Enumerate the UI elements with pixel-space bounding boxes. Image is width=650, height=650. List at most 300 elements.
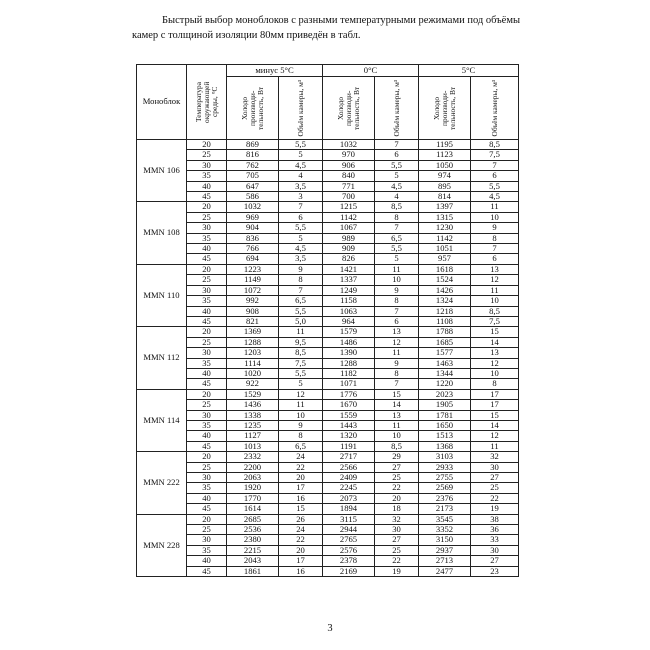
value-cell: 9	[279, 420, 323, 430]
table-row	[137, 160, 519, 170]
value-cell: 5,5	[375, 160, 419, 170]
value-cell: 2765	[323, 535, 375, 545]
value-cell: 6	[471, 171, 519, 181]
value-cell: 7,5	[471, 150, 519, 160]
model-cell: MMN 108	[137, 202, 187, 264]
value-cell: 836	[227, 233, 279, 243]
value-cell: 33	[471, 535, 519, 545]
value-cell: 5	[375, 171, 419, 181]
value-cell: 11	[471, 202, 519, 212]
value-cell: 1905	[419, 400, 471, 410]
value-cell: 26	[279, 514, 323, 524]
value-cell: 8	[279, 275, 323, 285]
value-cell: 1436	[227, 400, 279, 410]
table-row	[137, 223, 519, 233]
value-cell: 1320	[323, 431, 375, 441]
value-cell: 4,5	[279, 160, 323, 170]
table-row	[137, 348, 519, 358]
value-cell: 8,5	[375, 202, 419, 212]
ambient-temp-cell: 45	[187, 379, 227, 389]
value-cell: 869	[227, 140, 279, 150]
value-cell: 1182	[323, 368, 375, 378]
value-cell: 10	[375, 431, 419, 441]
value-cell: 2200	[227, 462, 279, 472]
value-cell: 16	[279, 566, 323, 576]
model-cell: MMN 106	[137, 140, 187, 202]
value-cell: 1390	[323, 348, 375, 358]
value-cell: 1338	[227, 410, 279, 420]
ambient-temp-cell: 25	[187, 400, 227, 410]
value-cell: 970	[323, 150, 375, 160]
value-cell: 17	[471, 389, 519, 399]
table-row	[137, 244, 519, 254]
value-cell: 14	[375, 400, 419, 410]
value-cell: 1524	[419, 275, 471, 285]
model-cell: MMN 222	[137, 452, 187, 514]
value-cell: 16	[279, 493, 323, 503]
ambient-temp-cell: 25	[187, 525, 227, 535]
value-cell: 2215	[227, 545, 279, 555]
value-cell: 1315	[419, 212, 471, 222]
value-cell: 38	[471, 514, 519, 524]
table-row	[137, 462, 519, 472]
header-group-0: 0°С	[323, 65, 419, 77]
value-cell: 27	[375, 462, 419, 472]
value-cell: 22	[279, 462, 323, 472]
value-cell: 1067	[323, 223, 375, 233]
header-group-minus5: минус 5°С	[227, 65, 323, 77]
value-cell: 1614	[227, 504, 279, 514]
value-cell: 7	[375, 223, 419, 233]
value-cell: 5	[279, 150, 323, 160]
table-row	[137, 431, 519, 441]
value-cell: 694	[227, 254, 279, 264]
ambient-temp-cell: 35	[187, 233, 227, 243]
value-cell: 3,5	[279, 181, 323, 191]
value-cell: 1577	[419, 348, 471, 358]
value-cell: 2376	[419, 493, 471, 503]
value-cell: 2477	[419, 566, 471, 576]
table-row	[137, 525, 519, 535]
value-cell: 22	[375, 483, 419, 493]
table-row	[137, 514, 519, 524]
value-cell: 2245	[323, 483, 375, 493]
value-cell: 5,5	[471, 181, 519, 191]
table-row	[137, 264, 519, 274]
value-cell: 6	[375, 316, 419, 326]
value-cell: 2576	[323, 545, 375, 555]
value-cell: 1114	[227, 358, 279, 368]
value-cell: 27	[375, 535, 419, 545]
value-cell: 2169	[323, 566, 375, 576]
value-cell: 20	[279, 473, 323, 483]
value-cell: 771	[323, 181, 375, 191]
value-cell: 7	[471, 244, 519, 254]
value-cell: 2685	[227, 514, 279, 524]
value-cell: 19	[471, 504, 519, 514]
value-cell: 908	[227, 306, 279, 316]
value-cell: 24	[279, 452, 323, 462]
value-cell: 5,5	[279, 306, 323, 316]
value-cell: 7	[375, 306, 419, 316]
value-cell: 1337	[323, 275, 375, 285]
table-row	[137, 379, 519, 389]
value-cell: 25	[375, 545, 419, 555]
value-cell: 1142	[323, 212, 375, 222]
ambient-temp-cell: 40	[187, 431, 227, 441]
value-cell: 36	[471, 525, 519, 535]
table-row	[137, 473, 519, 483]
value-cell: 1235	[227, 420, 279, 430]
value-cell: 18	[375, 504, 419, 514]
value-cell: 2332	[227, 452, 279, 462]
value-cell: 6,5	[279, 296, 323, 306]
ambient-temp-cell: 25	[187, 150, 227, 160]
ambient-temp-cell: 30	[187, 348, 227, 358]
value-cell: 6,5	[375, 233, 419, 243]
ambient-temp-cell: 40	[187, 244, 227, 254]
model-cell: MMN 110	[137, 264, 187, 326]
value-cell: 1218	[419, 306, 471, 316]
table-row	[137, 202, 519, 212]
value-cell: 4	[279, 171, 323, 181]
value-cell: 1050	[419, 160, 471, 170]
ambient-temp-cell: 35	[187, 296, 227, 306]
value-cell: 12	[471, 275, 519, 285]
table-row	[137, 254, 519, 264]
ambient-temp-cell: 45	[187, 316, 227, 326]
value-cell: 7,5	[279, 358, 323, 368]
value-cell: 992	[227, 296, 279, 306]
page-number: 3	[327, 623, 333, 634]
ambient-temp-cell: 20	[187, 140, 227, 150]
value-cell: 2409	[323, 473, 375, 483]
value-cell: 816	[227, 150, 279, 160]
value-cell: 8	[375, 212, 419, 222]
value-cell: 7	[375, 379, 419, 389]
value-cell: 2569	[419, 483, 471, 493]
ambient-temp-cell: 40	[187, 368, 227, 378]
ambient-temp-cell: 20	[187, 327, 227, 337]
ambient-temp-cell: 40	[187, 493, 227, 503]
value-cell: 1220	[419, 379, 471, 389]
value-cell: 969	[227, 212, 279, 222]
value-cell: 32	[375, 514, 419, 524]
value-cell: 3352	[419, 525, 471, 535]
value-cell: 922	[227, 379, 279, 389]
value-cell: 10	[471, 296, 519, 306]
value-cell: 1529	[227, 389, 279, 399]
value-cell: 6,5	[279, 441, 323, 451]
table-row	[137, 420, 519, 430]
value-cell: 20	[279, 545, 323, 555]
value-cell: 1223	[227, 264, 279, 274]
table-row	[137, 192, 519, 202]
value-cell: 22	[279, 535, 323, 545]
ambient-temp-cell: 35	[187, 483, 227, 493]
value-cell: 11	[279, 327, 323, 337]
value-cell: 8,5	[279, 348, 323, 358]
value-cell: 11	[375, 420, 419, 430]
value-cell: 1369	[227, 327, 279, 337]
ambient-temp-cell: 25	[187, 337, 227, 347]
value-cell: 13	[471, 348, 519, 358]
value-cell: 2063	[227, 473, 279, 483]
value-cell: 1486	[323, 337, 375, 347]
value-cell: 1368	[419, 441, 471, 451]
header-volume: Объём камеры, м³	[375, 77, 419, 140]
value-cell: 10	[279, 410, 323, 420]
value-cell: 2755	[419, 473, 471, 483]
value-cell: 15	[375, 389, 419, 399]
value-cell: 29	[375, 452, 419, 462]
value-cell: 1685	[419, 337, 471, 347]
value-cell: 2713	[419, 556, 471, 566]
value-cell: 1013	[227, 441, 279, 451]
value-cell: 1776	[323, 389, 375, 399]
value-cell: 5	[279, 379, 323, 389]
ambient-temp-cell: 40	[187, 306, 227, 316]
value-cell: 30	[471, 462, 519, 472]
value-cell: 1650	[419, 420, 471, 430]
value-cell: 25	[471, 483, 519, 493]
value-cell: 12	[375, 337, 419, 347]
value-cell: 1426	[419, 285, 471, 295]
ambient-temp-cell: 45	[187, 441, 227, 451]
value-cell: 7	[471, 160, 519, 170]
value-cell: 8	[279, 431, 323, 441]
table-row	[137, 212, 519, 222]
value-cell: 13	[375, 327, 419, 337]
value-cell: 3150	[419, 535, 471, 545]
intro-text: Быстрый выбор моноблоков с разными температурными режимами под объёмы камер с толщиной изоляции 80мм приведён в табл.	[132, 15, 521, 41]
value-cell: 15	[471, 327, 519, 337]
ambient-temp-cell: 35	[187, 358, 227, 368]
table-row	[137, 327, 519, 337]
table-row	[137, 483, 519, 493]
value-cell: 1463	[419, 358, 471, 368]
value-cell: 8	[375, 368, 419, 378]
ambient-temp-cell: 30	[187, 285, 227, 295]
table-row	[137, 171, 519, 181]
table-row	[137, 493, 519, 503]
value-cell: 1020	[227, 368, 279, 378]
value-cell: 5,5	[375, 244, 419, 254]
table-row	[137, 150, 519, 160]
ambient-temp-cell: 25	[187, 275, 227, 285]
value-cell: 1288	[323, 358, 375, 368]
ambient-temp-cell: 45	[187, 254, 227, 264]
value-cell: 8	[471, 233, 519, 243]
table-row	[137, 296, 519, 306]
value-cell: 989	[323, 233, 375, 243]
table-row	[137, 337, 519, 347]
ambient-temp-cell: 45	[187, 192, 227, 202]
value-cell: 1781	[419, 410, 471, 420]
header-group-5: 5°С	[419, 65, 519, 77]
value-cell: 5,0	[279, 316, 323, 326]
value-cell: 1559	[323, 410, 375, 420]
value-cell: 1324	[419, 296, 471, 306]
value-cell: 5,5	[279, 140, 323, 150]
value-cell: 12	[471, 431, 519, 441]
value-cell: 11	[375, 348, 419, 358]
header-power: Холодо производи- тельность, Вт	[419, 77, 471, 140]
table-row	[137, 358, 519, 368]
value-cell: 12	[471, 358, 519, 368]
header-power: Холодо производи- тельность, Вт	[227, 77, 279, 140]
value-cell: 6	[279, 212, 323, 222]
table-row	[137, 389, 519, 399]
value-cell: 5,5	[279, 368, 323, 378]
ambient-temp-cell: 40	[187, 181, 227, 191]
value-cell: 8,5	[471, 306, 519, 316]
value-cell: 30	[471, 545, 519, 555]
table-row	[137, 441, 519, 451]
value-cell: 1072	[227, 285, 279, 295]
value-cell: 1920	[227, 483, 279, 493]
value-cell: 7	[279, 202, 323, 212]
value-cell: 1288	[227, 337, 279, 347]
value-cell: 1158	[323, 296, 375, 306]
table-row	[137, 181, 519, 191]
value-cell: 23	[471, 566, 519, 576]
ambient-temp-cell: 30	[187, 473, 227, 483]
ambient-temp-cell: 20	[187, 452, 227, 462]
value-cell: 9	[375, 285, 419, 295]
model-cell: MMN 228	[137, 514, 187, 576]
value-cell: 1071	[323, 379, 375, 389]
value-cell: 2073	[323, 493, 375, 503]
value-cell: 11	[471, 285, 519, 295]
table-row	[137, 535, 519, 545]
value-cell: 1127	[227, 431, 279, 441]
value-cell: 22	[471, 493, 519, 503]
value-cell: 2043	[227, 556, 279, 566]
ambient-temp-cell: 30	[187, 160, 227, 170]
value-cell: 2380	[227, 535, 279, 545]
value-cell: 2944	[323, 525, 375, 535]
value-cell: 1230	[419, 223, 471, 233]
table-row	[137, 410, 519, 420]
value-cell: 906	[323, 160, 375, 170]
value-cell: 2023	[419, 389, 471, 399]
value-cell: 700	[323, 192, 375, 202]
table-row	[137, 368, 519, 378]
table-row	[137, 140, 519, 150]
value-cell: 5,5	[279, 223, 323, 233]
value-cell: 8	[375, 296, 419, 306]
value-cell: 1191	[323, 441, 375, 451]
value-cell: 14	[471, 337, 519, 347]
value-cell: 8,5	[471, 140, 519, 150]
value-cell: 10	[471, 212, 519, 222]
value-cell: 5	[375, 254, 419, 264]
table-row	[137, 545, 519, 555]
value-cell: 904	[227, 223, 279, 233]
value-cell: 3,5	[279, 254, 323, 264]
value-cell: 17	[279, 556, 323, 566]
value-cell: 2378	[323, 556, 375, 566]
ambient-temp-cell: 30	[187, 223, 227, 233]
value-cell: 3545	[419, 514, 471, 524]
value-cell: 9	[279, 264, 323, 274]
value-cell: 27	[471, 473, 519, 483]
monoblock-selection-table	[136, 64, 519, 577]
value-cell: 27	[471, 556, 519, 566]
value-cell: 4,5	[375, 181, 419, 191]
value-cell: 1618	[419, 264, 471, 274]
value-cell: 1203	[227, 348, 279, 358]
table-row	[137, 566, 519, 576]
ambient-temp-cell: 30	[187, 410, 227, 420]
value-cell: 1108	[419, 316, 471, 326]
table-row	[137, 285, 519, 295]
value-cell: 1861	[227, 566, 279, 576]
value-cell: 24	[279, 525, 323, 535]
value-cell: 20	[375, 493, 419, 503]
value-cell: 909	[323, 244, 375, 254]
ambient-temp-cell: 35	[187, 420, 227, 430]
value-cell: 2173	[419, 504, 471, 514]
value-cell: 19	[375, 566, 419, 576]
value-cell: 1123	[419, 150, 471, 160]
value-cell: 13	[471, 264, 519, 274]
header-volume: Объём камеры, м³	[471, 77, 519, 140]
header-volume: Объём камеры, м³	[279, 77, 323, 140]
value-cell: 11	[375, 264, 419, 274]
ambient-temp-cell: 20	[187, 202, 227, 212]
value-cell: 1032	[323, 140, 375, 150]
ambient-temp-cell: 20	[187, 514, 227, 524]
value-cell: 8	[471, 379, 519, 389]
table-row	[137, 275, 519, 285]
value-cell: 1032	[227, 202, 279, 212]
table-row	[137, 452, 519, 462]
value-cell: 4	[375, 192, 419, 202]
value-cell: 586	[227, 192, 279, 202]
value-cell: 762	[227, 160, 279, 170]
header-ambient-temp: Температура окружающей среды, °С	[187, 65, 227, 140]
value-cell: 9	[375, 358, 419, 368]
ambient-temp-cell: 35	[187, 545, 227, 555]
value-cell: 1443	[323, 420, 375, 430]
value-cell: 957	[419, 254, 471, 264]
table-row	[137, 316, 519, 326]
value-cell: 1421	[323, 264, 375, 274]
value-cell: 7	[279, 285, 323, 295]
table-body	[137, 140, 519, 577]
value-cell: 840	[323, 171, 375, 181]
value-cell: 2566	[323, 462, 375, 472]
value-cell: 1142	[419, 233, 471, 243]
value-cell: 10	[471, 368, 519, 378]
value-cell: 647	[227, 181, 279, 191]
value-cell: 1513	[419, 431, 471, 441]
value-cell: 964	[323, 316, 375, 326]
ambient-temp-cell: 20	[187, 264, 227, 274]
value-cell: 1215	[323, 202, 375, 212]
table-row	[137, 400, 519, 410]
value-cell: 2536	[227, 525, 279, 535]
value-cell: 12	[279, 389, 323, 399]
model-cell: MMN 114	[137, 389, 187, 451]
value-cell: 1195	[419, 140, 471, 150]
value-cell: 7	[375, 140, 419, 150]
value-cell: 1770	[227, 493, 279, 503]
value-cell: 3	[279, 192, 323, 202]
value-cell: 15	[471, 410, 519, 420]
